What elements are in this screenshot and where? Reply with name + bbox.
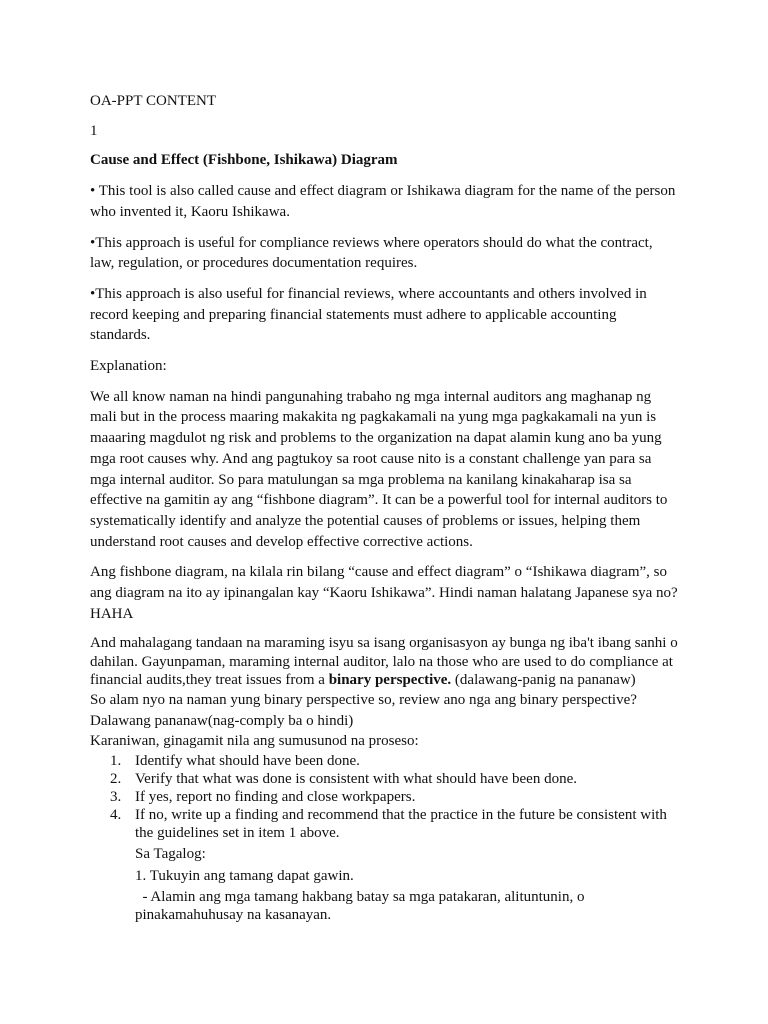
list-item	[90, 806, 678, 842]
list-item-text: Identify what should have been done.	[135, 753, 360, 770]
page-number: 1	[90, 122, 98, 139]
bullet-paragraph-1: • This tool is also called cause and effect diagram or Ishikawa diagram for the name of the person who invented it, Kaoru Ishikawa.	[90, 183, 676, 220]
binary-perspective-paragraph	[90, 634, 678, 690]
bullet-paragraph-2: •This approach is useful for compliance reviews where operators should do what the contract, law, regulation, or procedures documentation requires.	[90, 234, 653, 272]
explanation-heading: Explanation:	[90, 358, 167, 375]
tagalog-item-1-detail: - Alamin ang mga tamang hakbang batay sa mga patakaran, alituntunin, o pinakamahuhusay na kasanayan.	[135, 889, 589, 924]
explanation-paragraph-1: We all know naman na hindi pangunahing trabaho ng mga internal auditors ang maghanap ng mali but in the process maaring makakita ng pagkakamali na yung mga pagkakamali na yun is maaaring magdulot ng risk and problems to the organization na dapat alamin kung ano ba yung mga root causes why. And ang pagtukoy sa root cause nito is a constant challenge yan para sa mga internal auditor. So para matulungan sa mga problema na kanilang kinakaharap isa sa effective na gamitin ay ang “fishbone diagram”. It can be a powerful tool for internal auditors to systematically identify and analyze the potential causes of problems or issues, helping them understand root causes and develop effective corrective actions.	[90, 388, 668, 550]
list-item	[90, 752, 678, 770]
list-item-number: 1.	[110, 753, 122, 770]
list-item-text: Verify that what was done is consistent with what should have been done.	[135, 771, 577, 788]
tagalog-heading: Sa Tagalog:	[135, 846, 206, 863]
binary-perspective-term: binary perspective.	[328, 672, 452, 689]
bullet-paragraph-3: •This approach is also useful for financial reviews, where accountants and others involved in record keeping and preparing financial statements must adhere to applicable accounting standards.	[90, 285, 647, 344]
process-steps-list	[90, 752, 678, 842]
process-intro: Karaniwan, ginagamit nila ang sumusunod na proseso:	[90, 733, 419, 750]
binary-answer: Dalawang pananaw(nag-comply ba o hindi)	[90, 712, 354, 729]
binary-paragraph-text: And mahalagang tandaan na maraming isyu sa isang organisasyon ay bunga ng iba't ibang sanhi o dahilan. Gayunpaman, maraming internal auditor, lalo na those who are used to do compliance at financial audits,they treat issues from a	[90, 635, 678, 689]
list-item-number: 4.	[110, 807, 122, 824]
list-item-text: If yes, report no finding and close workpapers.	[135, 789, 416, 806]
list-item	[90, 770, 678, 788]
binary-paragraph-suffix: (dalawang-panig na pananaw)	[451, 672, 636, 689]
explanation-paragraph-2: Ang fishbone diagram, na kilala rin bilang “cause and effect diagram” o “Ishikawa diagram”, so ang diagram na ito ay ipinangalan kay “Kaoru Ishikawa”. Hindi naman halatang Japanese sya no? HAHA	[90, 564, 678, 622]
document-body	[90, 91, 678, 924]
list-item-text: If no, write up a finding and recommend that the practice in the future be consistent with the guidelines set in item 1 above.	[135, 807, 667, 842]
list-item-number: 2.	[110, 771, 122, 788]
list-item-number: 3.	[110, 789, 122, 806]
list-item	[90, 788, 678, 806]
binary-question: So alam nyo na naman yung binary perspective so, review ano nga ang binary perspective?	[90, 691, 637, 708]
section-title: Cause and Effect (Fishbone, Ishikawa) Diagram	[90, 152, 398, 169]
tagalog-item-1: 1. Tukuyin ang tamang dapat gawin.	[135, 867, 354, 884]
document-header-label: OA-PPT CONTENT	[90, 93, 216, 109]
